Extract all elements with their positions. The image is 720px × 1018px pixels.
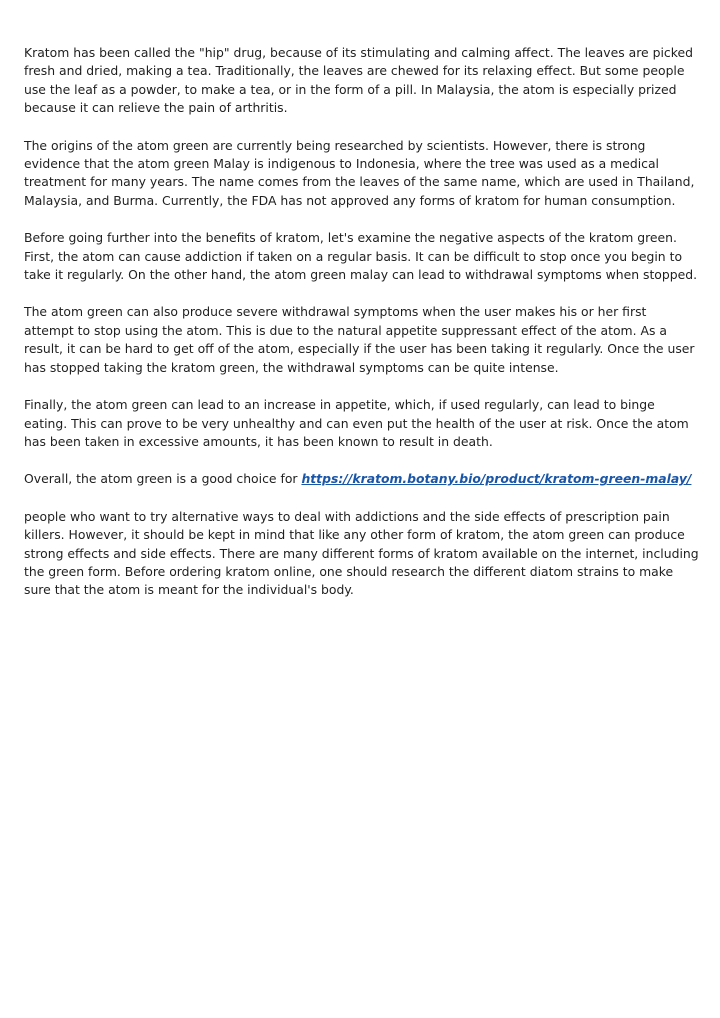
overall-prefix-text: Overall, the atom green is a good choice for [24, 471, 302, 487]
paragraph-hip-drug: Kratom has been called the "hip" drug, because of its stimulating and calming affect. The leaves are picked fresh and dried, making a tea. Traditionally, the leaves are chewed for its relaxing effect. But some people use the leaf as a powder, to make a tea, or in the form of a pill. In Malaysia, the atom is especially prized because it can relieve the pain of arthritis. [24, 45, 693, 116]
paragraph-closing: people who want to try alternative ways to deal with addictions and the side effects of prescription pain killers. However, it should be kept in mind that like any other form of kratom, the atom green can produce strong effects and side effects. There are many different forms of kratom available on the internet, including the green form. Before ordering kratom online, one should research the different diatom strains to make sure that the atom is meant for the individual's body. [24, 508, 699, 598]
paragraph-origins: The origins of the atom green are currently being researched by scientists. However, there is strong evidence that the atom green Malay is indigenous to Indonesia, where the tree was used as a medical treatment for many years. The name comes from the leaves of the same name, which are used in Thailand, Malaysia, and Burma. Currently, the FDA has not approved any forms of kratom for human consumption. [24, 137, 695, 208]
product-link[interactable]: https://kratom.botany.bio/product/kratom-green-malay/ [301, 471, 692, 487]
paragraph-withdrawal: The atom green can also produce severe withdrawal symptoms when the user makes his or her first attempt to stop using the atom. This is due to the natural appetite suppressant effect of the atom. As a result, it can be hard to get off of the atom, especially if the user has been taking it regularly. Once the user has stopped taking the kratom green, the withdrawal symptoms can be quite intense. [24, 304, 695, 375]
paragraph-appetite: Finally, the atom green can lead to an increase in appetite, which, if used regularly, can lead to binge eating. This can prove to be very unhealthy and can even put the health of the user at risk. Once the atom has been taken in excessive amounts, it has been known to result in death. [24, 397, 689, 449]
document-body [24, 44, 699, 619]
paragraph-negative-aspects: Before going further into the benefits of kratom, let's examine the negative aspects of the kratom green. First, the atom can cause addiction if taken on a regular basis. It can be difficult to stop once you begin to take it regularly. On the other hand, the atom green malay can lead to withdrawal symptoms when stopped. [24, 230, 698, 283]
paragraph-overall [24, 470, 699, 488]
